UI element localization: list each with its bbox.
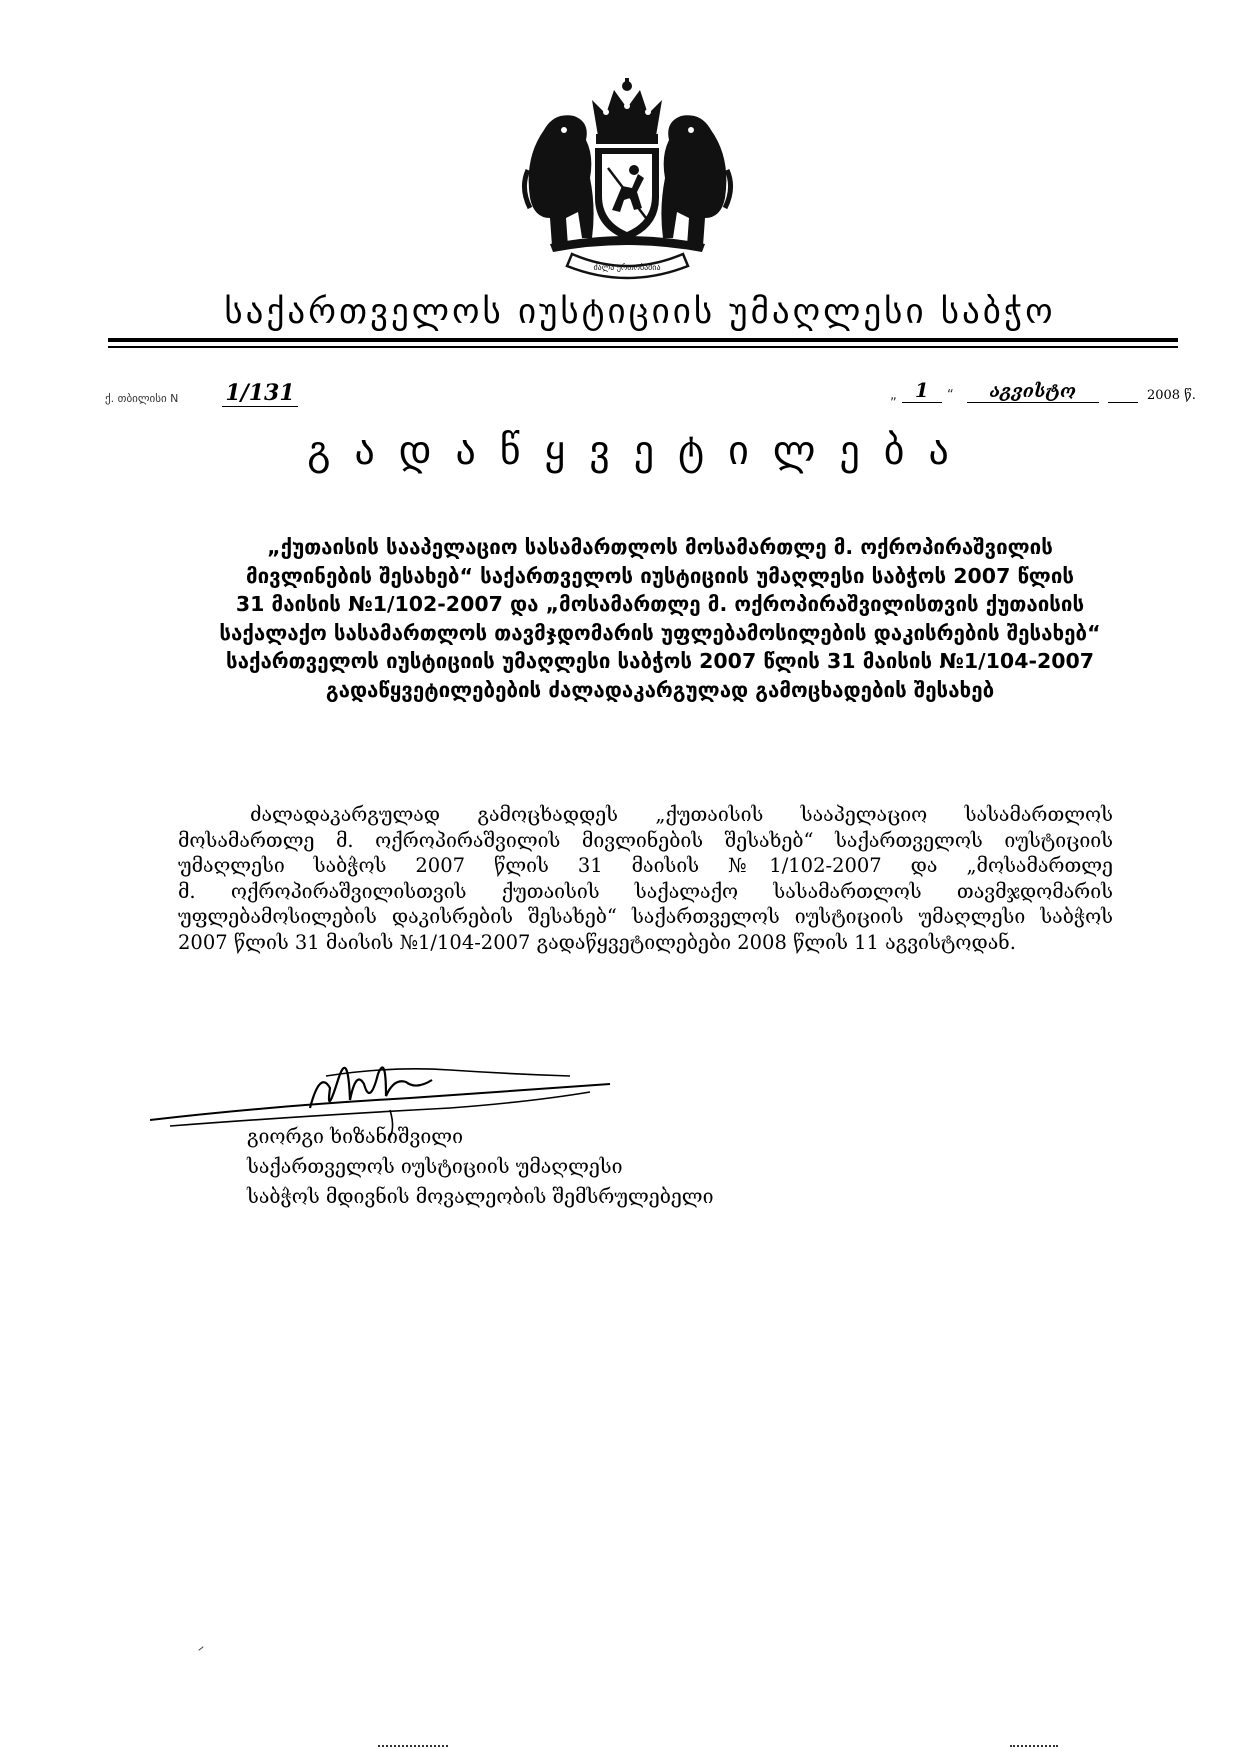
body-line: 2007 წლის 31 მაისის №1/104-2007 გადაწყვეტილებები 2008 წლის 11 აგვისტოდან. <box>178 930 1016 954</box>
lion-left-icon <box>524 115 593 246</box>
signer-name: გიორგი ხიზანიშვილი <box>247 1125 463 1148</box>
subject-line: საქართველოს იუსტიციის უმაღლესი საბჭოს 2007 წლის 31 მაისის №1/104-2007 <box>225 649 1095 673</box>
scan-mark <box>1010 1745 1058 1747</box>
crown-icon <box>592 78 662 144</box>
header-divider-thick <box>108 338 1178 342</box>
scan-mark <box>378 1745 448 1747</box>
signer-block <box>247 1122 714 1212</box>
subject-line: საქალაქო სასამართლოს თავმჯდომარის უფლებამოსილების დაკისრების შესახებ“ <box>219 620 1101 645</box>
coat-of-arms-emblem <box>520 78 735 288</box>
date-year: 2008 წ. <box>1146 388 1196 403</box>
lion-right-icon <box>661 115 730 246</box>
date-quote-close: “ <box>946 388 954 403</box>
body-line: მ. ოქროპირაშვილისთვის ქუთაისის საქალაქო სასამართლოს თავმჯდომარის <box>178 879 1113 903</box>
emblem-motto: ძალა ერთობაშია <box>593 263 661 272</box>
body-line: უფლებამოსილების დაკისრების შესახებ“ საქართველოს იუსტიციის უმაღლესი საბჭოს <box>178 905 1113 928</box>
document-title: გადაწყვეტილება <box>307 428 973 474</box>
signer-title-line: საბჭოს მდივნის მოვალეობის შემსრულებელი <box>247 1185 714 1208</box>
subject-line: 31 მაისის №1/102-2007 და „მოსამართლე მ. ოქროპირაშვილისთვის ქუთაისის <box>235 592 1085 616</box>
scan-mark <box>198 1646 203 1651</box>
body-line: ძალადაკარგულად გამოცხადდეს „ქუთაისის სააპელაციო სასამართლოს <box>250 803 1113 826</box>
organization-name: საქართველოს იუსტიციის უმაღლესი საბჭო <box>224 292 1056 332</box>
subject-line: გადაწყვეტილებების ძალადაკარგულად გამოცხადების შესახებ <box>325 677 995 702</box>
registration-number: 1/131 <box>222 380 298 407</box>
signer-title-line: საქართველოს იუსტიციის უმაღლესი <box>247 1155 623 1178</box>
header-divider-thin <box>108 346 1178 348</box>
date-month: აგვისტო <box>967 381 1099 403</box>
document-body <box>178 802 1113 955</box>
shield-icon <box>595 148 659 240</box>
body-line: უმაღლესი საბჭოს 2007 წლის 31 მაისის №1/102-2007 და „მოსამართლე <box>178 854 1113 877</box>
document-subject <box>200 533 1120 704</box>
registration-label: ქ. თბილისი N <box>105 392 179 405</box>
date-quote-open: „ <box>890 388 897 403</box>
subject-line: მივლინების შესახებ“ საქართველოს იუსტიციის უმაღლესი საბჭოს 2007 წლის <box>245 563 1075 588</box>
date-day: 1 <box>902 378 942 403</box>
subject-line: „ქუთაისის სააპელაციო სასამართლოს მოსამართლე მ. ოქროპირაშვილის <box>267 535 1053 559</box>
document-date <box>890 378 1196 408</box>
date-underline <box>1108 401 1138 403</box>
body-line: მოსამართლე მ. ოქროპირაშვილის მივლინების შესახებ“ საქართველოს იუსტიციის <box>178 828 1113 852</box>
